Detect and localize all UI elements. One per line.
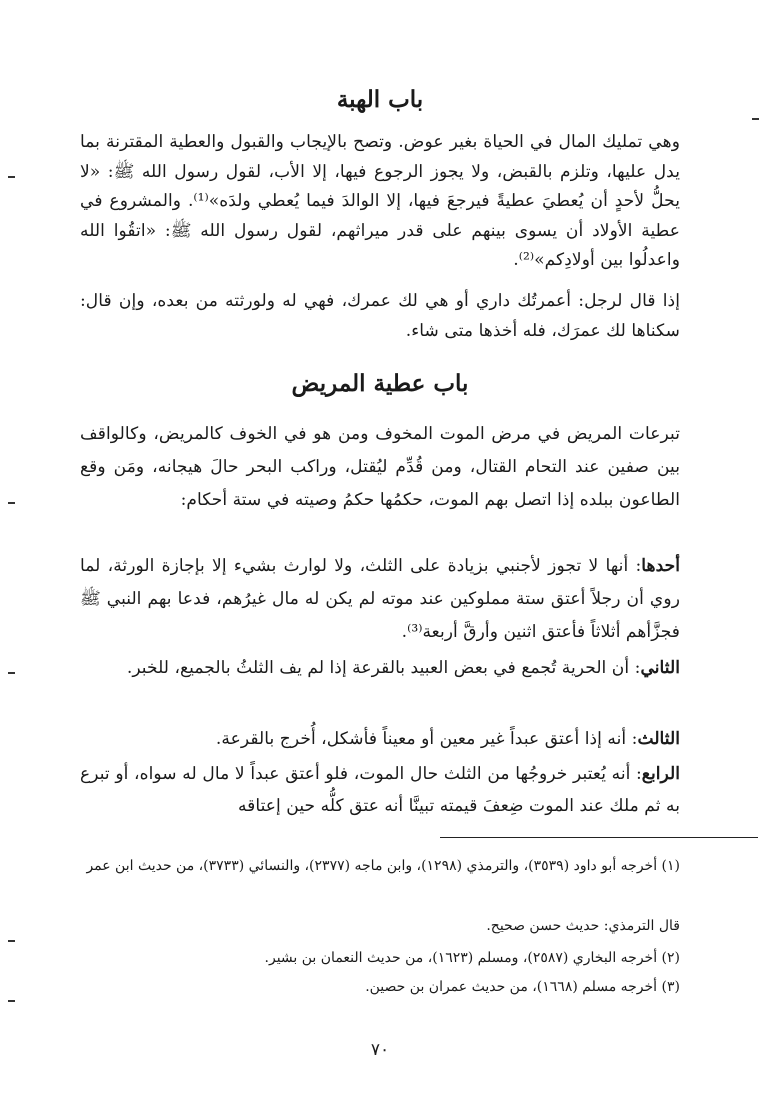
paragraph-lifetime-grant: إذا قال لرجل: أعمرتُك داري أو هي لك عمرك، فهي له ولورثته من بعده، وإن قال: سكناها لك عمرَك، فله أخذها متى شاء. xyxy=(80,291,680,341)
ruling-3-lead: الثالث xyxy=(637,729,680,749)
book-page xyxy=(80,0,680,1094)
paragraph-gift-definition: وهي تمليك المال في الحياة بغير عوض. وتصح بالإيجاب والقبول والعطية المقترنة بما يدل عليها، وتلزم بالقبض، ولا يجوز الرجوع فيها، إلا الأب، لقول رسول الله ﷺ: «لا يحلُّ لأحدٍ أن يُعطيَ عطيةً فيرجعَ فيها، إلا الوالدَ فيما يُعطي ولدَه»⁽¹⁾. والمشروع في عطية الأولاد أن يسوى بينهم على قدر ميراثهم، لقول رسول الله ﷺ: «اتقُوا الله واعدلُوا بين أولادِكم»⁽²⁾. xyxy=(80,132,680,270)
margin-mark xyxy=(752,118,759,120)
paragraph-ruling-3 xyxy=(80,723,680,755)
margin-mark xyxy=(8,502,15,504)
ruling-2-text: : أن الحرية تُجمع في بعض العبيد بالقرعة إذا لم يف الثلثُ بالجميع، للخبر. xyxy=(126,658,641,678)
ruling-2-lead: الثاني xyxy=(640,658,680,678)
margin-mark xyxy=(8,940,15,942)
footnote-1: (١) أخرجه أبو داود (٣٥٣٩)، والترمذي (١٢٩٨)، وابن ماجه (٢٣٧٧)، والنسائي (٣٧٣٣)، من حديث ابن عمر xyxy=(86,858,680,874)
ruling-1-lead: أحدها xyxy=(641,556,680,576)
ruling-4-lead: الرابع xyxy=(641,764,680,784)
footnote-2: (٢) أخرجه البخاري (٢٥٨٧)، ومسلم (١٦٢٣)، من حديث النعمان بن بشير. xyxy=(264,950,680,966)
paragraph-ruling-1 xyxy=(80,550,680,649)
margin-mark xyxy=(8,1000,15,1002)
page-number: ٧٠ xyxy=(370,1040,390,1060)
footnote-3: (٣) أخرجه مسلم (١٦٦٨)، من حديث عمران بن حصين. xyxy=(365,979,680,995)
footnote-1-note: قال الترمذي: حديث حسن صحيح. xyxy=(486,918,680,934)
chapter-heading-gift: باب الهبة xyxy=(336,86,424,113)
ruling-4-text: : أنه يُعتبر خروجُها من الثلث حال الموت، فلو أعتق عبداً لا مال له سواه، أو تبرع به ثم ملك عند الموت ضِعفَ قيمته تبينَّا أنه عتق كلُّه حين إعتاقه xyxy=(80,764,680,816)
paragraph-ruling-2 xyxy=(80,652,680,684)
paragraph-ruling-4 xyxy=(80,758,680,822)
chapter-heading-sick-gift: باب عطية المريض xyxy=(291,370,469,397)
footnote-separator xyxy=(440,837,758,838)
ruling-1-text: : أنها لا تجوز لأجنبي بزيادة على الثلث، ولا لوارث بشيء إلا بإجازة الورثة، لما روي أن رجلاً أعتق ستة مملوكين عند موته لم يكن له مال غيرُهم، فدعا بهم النبي ﷺ فجزَّأهم أثلاثاً فأعتق اثنين وأرقَّ أربعة⁽³⁾. xyxy=(80,556,680,642)
margin-mark xyxy=(8,672,15,674)
paragraph-sick-donations: تبرعات المريض في مرض الموت المخوف ومن هو في الخوف كالمريض، وكالواقف بين صفين عند التحام القتال، ومن قُدِّم ليُقتل، وراكب البحر حالَ هيجانه، ومَن وقع الطاعون ببلده إذا اتصل بهم الموت، حكمُها حكمُ وصيته في ستة أحكام: xyxy=(80,424,680,510)
margin-mark xyxy=(8,176,15,178)
ruling-3-text: : أنه إذا أعتق عبداً غير معين أو معيناً فأشكل، أُخرج بالقرعة. xyxy=(215,729,638,749)
